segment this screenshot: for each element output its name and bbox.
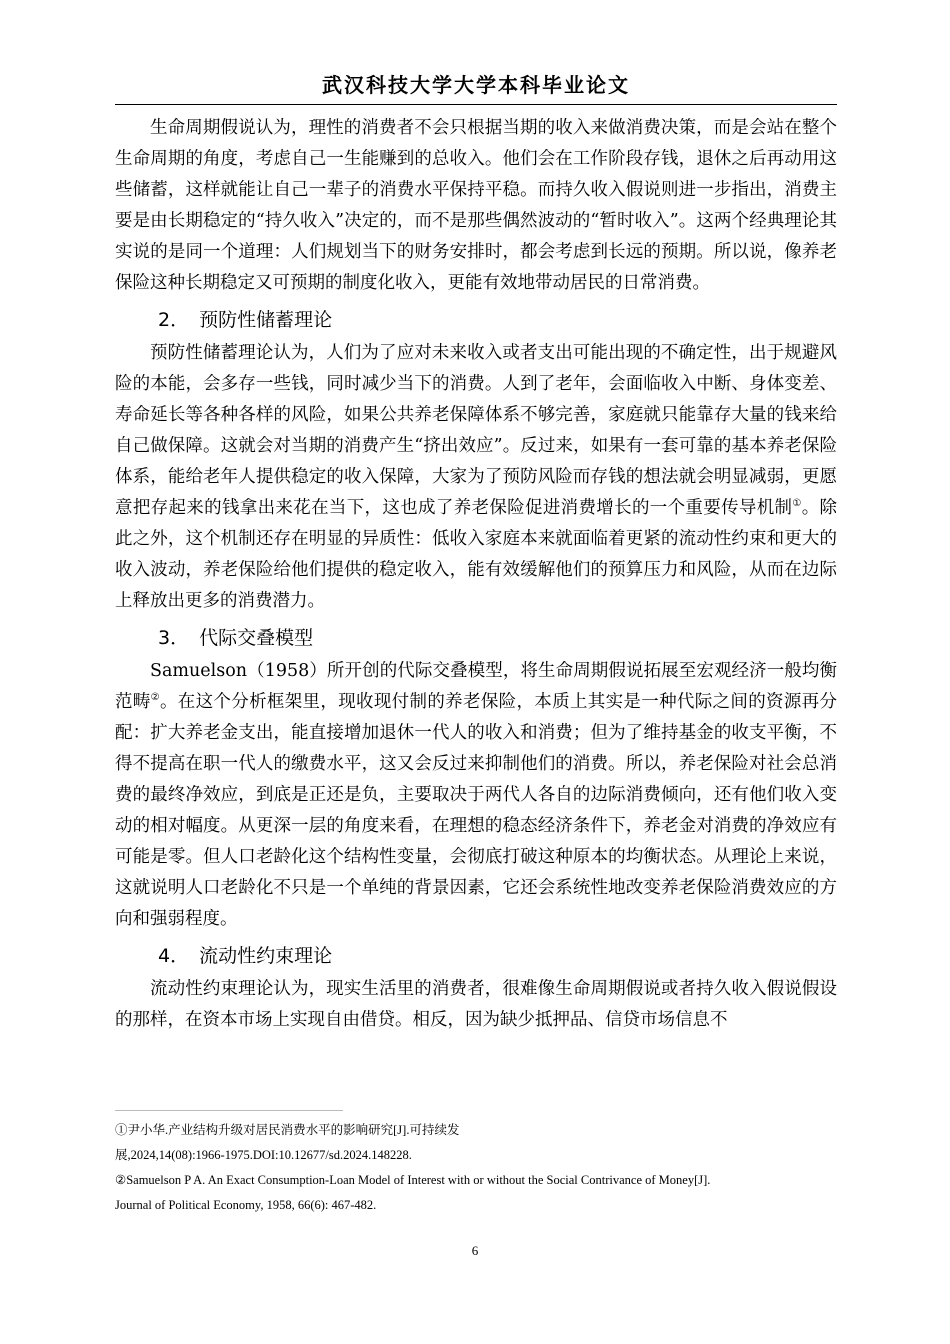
footnote-2-line-2: Journal of Political Economy, 1958, 66(6): 467-482. [115, 1198, 377, 1212]
section-number: 3． [158, 627, 190, 649]
body-text [115, 113, 837, 1036]
section-number: 4． [158, 945, 190, 967]
footnote-1-line-2: 展,2024,14(08):1966-1975.DOI:10.12677/sd.2024.148228. [115, 1148, 412, 1162]
footnote-1-line-1: ①尹小华.产业结构升级对居民消费水平的影响研究[J].可持续发 [115, 1123, 460, 1137]
paragraph-text: 预防性储蓄理论认为，人们为了应对未来收入或者支出可能出现的不确定性，出于规避风险的本能，会多存一些钱，同时减少当下的消费。人到了老年，会面临收入中断、身体变差、寿命延长等各种各样的风险，如果公共养老保障体系不够完善，家庭就只能靠存大量的钱来给自己做保障。这就会对当期的消费产生“挤出效应”。反过来，如果有一套可靠的基本养老保险体系，能给老年人提供稳定的收入保障，大家为了预防风险而存钱的想法就会明显减弱，更愿意把存起来的钱拿出来花在当下，这也成了养老保险促进消费增长的一个重要传导机制 [115, 343, 837, 518]
paragraph-life-cycle: 生命周期假说认为，理性的消费者不会只根据当期的收入来做消费决策，而是会站在整个生命周期的角度，考虑自己一生能赚到的总收入。他们会在工作阶段存钱，退休之后再动用这些储蓄，这样就能让自己一辈子的消费水平保持平稳。而持久收入假说则进一步指出，消费主要是由长期稳定的“持久收入”决定的，而不是那些偶然波动的“暂时收入”。这两个经典理论其实说的是同一个道理：人们规划当下的财务安排时，都会考虑到长远的预期。所以说，像养老保险这种长期稳定又可预期的制度化收入，更能有效地带动居民的日常消费。 [115, 118, 837, 293]
paragraph-olg-model [115, 656, 837, 935]
section-heading-liquidity-constraint [115, 941, 837, 972]
section-title: 代际交叠模型 [199, 627, 314, 649]
footnote-marker-2[interactable]: ② [150, 692, 160, 704]
paragraph-liquidity-constraint: 流动性约束理论认为，现实生活里的消费者，很难像生命周期假说或者持久收入假说假设的那样，在资本市场上实现自由借贷。相反，因为缺少抵押品、信贷市场信息不 [115, 979, 837, 1030]
section-title: 预防性储蓄理论 [199, 309, 333, 331]
section-number: 2． [158, 309, 190, 331]
page-header-title: 武汉科技大学大学本科毕业论文 [322, 73, 630, 97]
section-title: 流动性约束理论 [199, 945, 333, 967]
footnote-marker-1[interactable]: ① [792, 498, 802, 510]
footnote-divider [115, 1110, 343, 1111]
section-heading-olg-model [115, 623, 837, 654]
paragraph-text: Samuelson（1958）所开创的代际交叠模型，将生命周期假说拓展至宏观经济一般均衡范畴 [115, 661, 837, 712]
header-divider [115, 104, 837, 105]
page-number: 6 [471, 1243, 479, 1258]
paragraph-text: 。除此之外，这个机制还存在明显的异质性：低收入家庭本来就面临着更紧的流动性约束和更大的收入波动，养老保险给他们提供的稳定收入，能有效缓解他们的预算压力和风险，从而在边际上释放出更多的消费潜力。 [115, 498, 838, 611]
paragraph-text: 。在这个分析框架里，现收现付制的养老保险，本质上其实是一种代际之间的资源再分配：扩大养老金支出，能直接增加退休一代人的收入和消费；但为了维持基金的收支平衡，不得不提高在职一代人的缴费水平，这又会反过来抑制他们的消费。所以，养老保险对社会总消费的最终净效应，到底是正还是负，主要取决于两代人各自的边际消费倾向，还有他们收入变动的相对幅度。从更深一层的角度来看，在理想的稳态经济条件下，养老金对消费的净效应有可能是零。但人口老龄化这个结构性变量，会彻底打破这种原本的均衡状态。从理论上来说，这就说明人口老龄化不只是一个单纯的背景因素，它还会系统性地改变养老保险消费效应的方向和强弱程度。 [115, 692, 838, 929]
footnotes [115, 1118, 837, 1218]
paragraph-precautionary-saving [115, 338, 837, 617]
footnote-2-line-1: ②Samuelson P A. An Exact Consumption-Loan Model of Interest with or without the Social Contrivance of Money[J]. [115, 1173, 711, 1187]
section-heading-precautionary-saving [115, 305, 837, 336]
